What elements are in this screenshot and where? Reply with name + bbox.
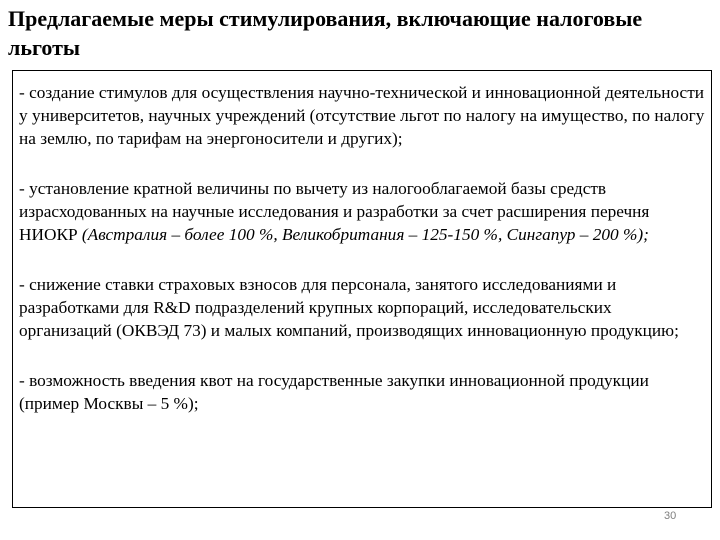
list-item-text: - создание стимулов для осуществления научно-технической и инновационной деятельности у университетов, научных учреждений (отсутствие льгот по налогу на имущество, по налогу на землю, по тарифам на энергоносители и других); [19, 83, 705, 148]
list-item-text: - установление кратной величины по вычету из налогооблагаемой базы средств израсходованных на научные исследования и разработки за счет расширения перечня НИОКР [19, 179, 650, 244]
list-item-procurement-quotas [19, 369, 705, 415]
content-box [12, 70, 712, 508]
list-item-insurance-rate [19, 273, 705, 342]
slide-title: Предлагаемые меры стимулирования, включающие налоговые льготы [8, 6, 643, 60]
list-item-research-incentives [19, 81, 705, 150]
page-number: 30 [664, 510, 677, 522]
list-item-text: - возможность введения квот на государственные закупки инновационной продукции (пример Москвы – 5 %); [19, 371, 649, 413]
list-item-text: - снижение ставки страховых взносов для персонала, занятого исследованиями и разработками для R&D подразделений крупных корпораций, исследовательских организаций (ОКВЭД 73) и малых компаний, производящих инновационную продукцию; [19, 275, 679, 340]
list-item-tax-deduction [19, 177, 705, 246]
list-item-examples: (Австралия – более 100 %, Великобритания – 125-150 %, Сингапур – 200 %); [81, 225, 649, 244]
